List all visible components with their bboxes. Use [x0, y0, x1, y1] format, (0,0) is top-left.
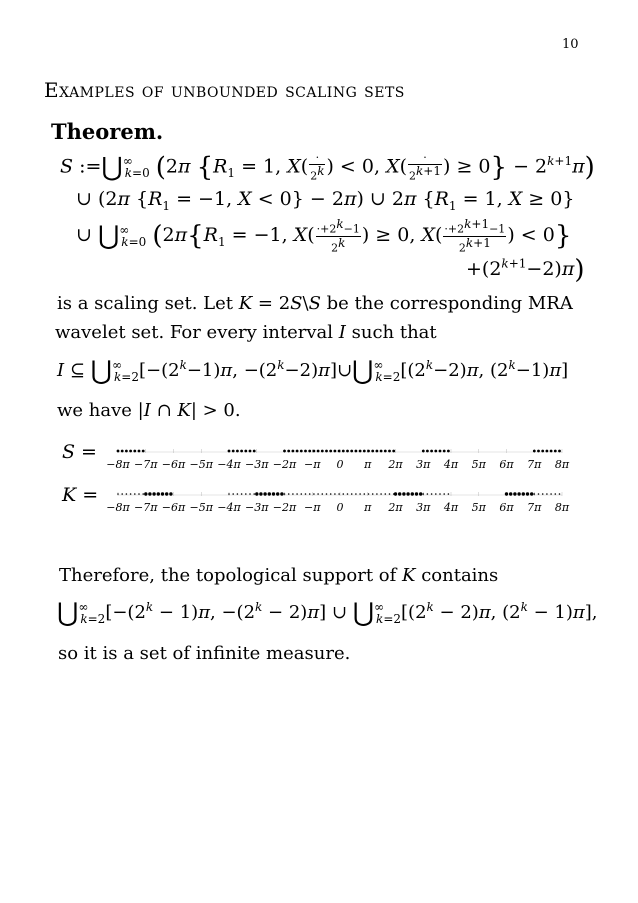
s-interval-dot [384, 450, 387, 453]
s-interval-dot [317, 450, 320, 453]
tick-label: 7π [527, 458, 542, 471]
k-light-dot [343, 493, 345, 495]
k-bold-dot [398, 492, 401, 495]
s-interval-dot [138, 450, 141, 453]
k-light-dot [359, 493, 361, 495]
s-interval-dot [240, 450, 243, 453]
s-interval-dot [304, 450, 307, 453]
k-light-dot [288, 493, 290, 495]
scaling-set-sentence: is a scaling set. Let K = 2S\S be the corresponding MRA [57, 293, 573, 314]
k-bold-dot [280, 492, 283, 495]
section-title: Examples of unbounded scaling sets [44, 78, 405, 102]
k-light-dot [534, 493, 536, 495]
tick-label: −7π [134, 501, 158, 514]
s-interval-dot [321, 450, 324, 453]
s-interval-dot [367, 450, 370, 453]
k-label: K = [62, 484, 99, 506]
k-light-dot [550, 493, 552, 495]
s-interval-dot [228, 450, 231, 453]
k-light-dot [435, 493, 437, 495]
tick-label: −2π [272, 501, 297, 514]
s-interval-dot [325, 450, 328, 453]
k-light-dot [301, 493, 303, 495]
s-interval-dot [371, 450, 374, 453]
tick-label: 0 [336, 458, 344, 471]
k-light-dot [338, 493, 340, 495]
s-interval-dot [380, 450, 383, 453]
wavelet-sentence: wavelet set. For every interval I such that [55, 322, 437, 343]
formula-line-2: ∪ (2π {$R_1 = -1$, X < 0} − 2π) ∪ 2π {$R_1 = 1$, X ≥ 0} [76, 188, 575, 213]
page-number: 10 [562, 37, 579, 52]
s-interval-dot [249, 450, 252, 453]
s-interval-dot [338, 450, 341, 453]
s-interval-dot [232, 450, 235, 453]
s-interval-dot [355, 450, 358, 453]
tick-label: −π [304, 458, 321, 471]
k-bold-dot [402, 492, 405, 495]
k-light-dot [559, 493, 561, 495]
k-bold-dot [255, 492, 258, 495]
s-interval-dot [253, 450, 256, 453]
interval-condition: I ⊆ $⋃^\infty_{k=2}[-(2^k-1)\pi$, $-(2^k-2)\pi]\cup⋃^\infty_{k=2}[(2^k-2)\pi$, $(2^k-1)\pi$] [57, 356, 569, 386]
k-light-dot [326, 493, 328, 495]
k-light-dot [117, 493, 119, 495]
s-interval-dot [554, 450, 557, 453]
tick-label: 6π [499, 458, 514, 471]
k-light-dot [372, 493, 374, 495]
tick-label: −3π [245, 458, 269, 471]
k-light-dot [126, 493, 128, 495]
s-interval-dot [236, 450, 239, 453]
formula-line-1: S $:=⋃^\infty_{k=0}$ (2π {$R_1 = 1$, X( $\frac{\cdot}{2^k}$ ) < 0, X( $\frac{\cdot}{2^{k+1}}$ ) ≥ $0\} - 2^{k+1}\pi$) [60, 151, 595, 183]
k-bold-dot [272, 492, 275, 495]
s-interval-dot [439, 450, 442, 453]
k-light-dot [380, 493, 382, 495]
s-interval-dot [422, 450, 425, 453]
k-light-dot [347, 493, 349, 495]
tick-label: 0 [336, 501, 344, 514]
k-bold-dot [509, 492, 512, 495]
set-diagram [0, 428, 638, 538]
tick-label: 3π [416, 501, 431, 514]
s-interval-dot [376, 450, 379, 453]
infinite-measure-sentence: so it is a set of infinite measure. [58, 643, 351, 664]
k-light-dot [439, 493, 441, 495]
k-light-dot [138, 493, 140, 495]
s-interval-dot [550, 450, 553, 453]
tick-label: −4π [217, 458, 241, 471]
s-interval-dot [244, 450, 247, 453]
k-light-dot [292, 493, 294, 495]
tick-label: −2π [272, 458, 297, 471]
s-interval-dot [426, 450, 429, 453]
k-light-dot [431, 493, 433, 495]
s-interval-dot [342, 450, 345, 453]
tick-label: −4π [217, 501, 241, 514]
k-bold-dot [517, 492, 520, 495]
k-bold-dot [148, 492, 151, 495]
k-bold-dot [526, 492, 529, 495]
s-label: S = [62, 441, 97, 463]
k-bold-dot [513, 492, 516, 495]
k-light-dot [555, 493, 557, 495]
tick-label: 2π [388, 458, 403, 471]
s-interval-dot [334, 450, 337, 453]
k-bold-dot [522, 492, 525, 495]
s-interval-dot [346, 450, 349, 453]
s-interval-dot [363, 450, 366, 453]
k-bold-dot [406, 492, 409, 495]
s-interval-dot [558, 450, 561, 453]
k-light-dot [241, 493, 243, 495]
s-interval-dot [392, 450, 395, 453]
tick-label: 8π [554, 501, 570, 514]
k-light-dot [134, 493, 136, 495]
k-light-dot [245, 493, 247, 495]
s-interval-dot [447, 450, 450, 453]
k-light-dot [355, 493, 357, 495]
s-interval-dot [287, 450, 290, 453]
k-light-dot [142, 493, 144, 495]
tick-label: −π [304, 501, 321, 514]
s-interval-dot [142, 450, 145, 453]
tick-label: 3π [416, 458, 431, 471]
k-light-dot [317, 493, 319, 495]
k-bold-dot [394, 492, 397, 495]
s-interval-dot [388, 450, 391, 453]
s-interval-dot [430, 450, 433, 453]
k-light-dot [448, 493, 450, 495]
tick-label: 4π [443, 458, 459, 471]
k-light-dot [542, 493, 544, 495]
k-bold-dot [411, 492, 414, 495]
tick-label: 8π [554, 458, 570, 471]
k-bold-dot [505, 492, 508, 495]
s-interval-dot [434, 450, 437, 453]
k-light-dot [351, 493, 353, 495]
s-interval-dot [546, 450, 549, 453]
tick-label: π [364, 458, 372, 471]
k-light-dot [368, 493, 370, 495]
k-light-dot [364, 493, 366, 495]
tick-label: −7π [134, 458, 158, 471]
k-light-dot [385, 493, 387, 495]
k-bold-dot [165, 492, 168, 495]
k-light-dot [305, 493, 307, 495]
s-interval-dot [533, 450, 536, 453]
tick-label: 5π [471, 458, 486, 471]
tick-label: −6π [161, 458, 186, 471]
k-light-dot [427, 493, 429, 495]
tick-label: −8π [106, 501, 130, 514]
tick-label: 7π [527, 501, 542, 514]
s-interval-dot [133, 450, 136, 453]
s-interval-dot [125, 450, 128, 453]
k-light-dot [330, 493, 332, 495]
we-have-sentence: we have |I ∩ K| > 0. [57, 400, 241, 421]
s-interval-dot [541, 450, 544, 453]
theorem-label: Theorem. [51, 119, 164, 144]
s-interval-dot [117, 450, 120, 453]
k-light-dot [334, 493, 336, 495]
k-light-dot [284, 493, 286, 495]
tick-label: −6π [161, 501, 186, 514]
tick-label: −5π [189, 458, 213, 471]
k-bold-dot [259, 492, 262, 495]
tick-label: −5π [189, 501, 213, 514]
s-interval-dot [300, 450, 303, 453]
s-interval-dot [350, 450, 353, 453]
tick-label: −3π [245, 501, 269, 514]
k-light-dot [443, 493, 445, 495]
k-bold-dot [152, 492, 155, 495]
k-light-dot [130, 493, 132, 495]
k-light-dot [538, 493, 540, 495]
k-bold-dot [144, 492, 147, 495]
s-interval-dot [443, 450, 446, 453]
k-light-dot [232, 493, 234, 495]
k-light-dot [309, 493, 311, 495]
k-light-dot [313, 493, 315, 495]
s-interval-dot [359, 450, 362, 453]
formula-line-3: ∪ $⋃^\infty_{k=0}$ ($2\pi\{R_1 = -1$, X( $\frac{\cdot+2^k-1}{2^k}$ ) ≥ 0, X( $\frac{\cdot+2^{k+1}-1}{2^{k+1}}$ ) < 0} [76, 217, 572, 255]
k-light-dot [423, 493, 425, 495]
tick-label: π [364, 501, 372, 514]
k-bold-dot [530, 492, 533, 495]
k-bold-dot [268, 492, 271, 495]
k-bold-dot [415, 492, 418, 495]
k-light-dot [253, 493, 255, 495]
k-light-dot [121, 493, 123, 495]
k-bold-dot [276, 492, 279, 495]
k-light-dot [376, 493, 378, 495]
therefore-sentence: Therefore, the topological support of K contains [59, 565, 499, 586]
k-light-dot [322, 493, 324, 495]
k-light-dot [296, 493, 298, 495]
s-interval-dot [308, 450, 311, 453]
s-interval-dot [121, 450, 124, 453]
s-interval-dot [537, 450, 540, 453]
s-interval-dot [313, 450, 316, 453]
support-formula: $⋃^\infty_{k=2}[-(2^k - 1)\pi$, $-(2^k - 2)\pi$] ∪ $⋃^\infty_{k=2}[(2^k - 2)\pi$, $(2^k - 1)\pi$], [57, 598, 598, 628]
k-bold-dot [169, 492, 172, 495]
k-bold-dot [161, 492, 164, 495]
k-bold-dot [157, 492, 160, 495]
tick-label: 6π [499, 501, 514, 514]
k-bold-dot [263, 492, 266, 495]
formula-line-4: $+(2^{k+1}-2)\pi$) [466, 255, 585, 285]
tick-label: 5π [471, 501, 486, 514]
k-light-dot [228, 493, 230, 495]
tick-label: 2π [388, 501, 403, 514]
s-interval-dot [329, 450, 332, 453]
s-interval-dot [296, 450, 299, 453]
k-light-dot [237, 493, 239, 495]
tick-label: −8π [106, 458, 130, 471]
s-interval-dot [129, 450, 132, 453]
s-interval-dot [283, 450, 286, 453]
k-light-dot [389, 493, 391, 495]
s-interval-dot [292, 450, 295, 453]
k-bold-dot [419, 492, 422, 495]
k-light-dot [249, 493, 251, 495]
k-light-dot [546, 493, 548, 495]
tick-label: 4π [443, 501, 459, 514]
